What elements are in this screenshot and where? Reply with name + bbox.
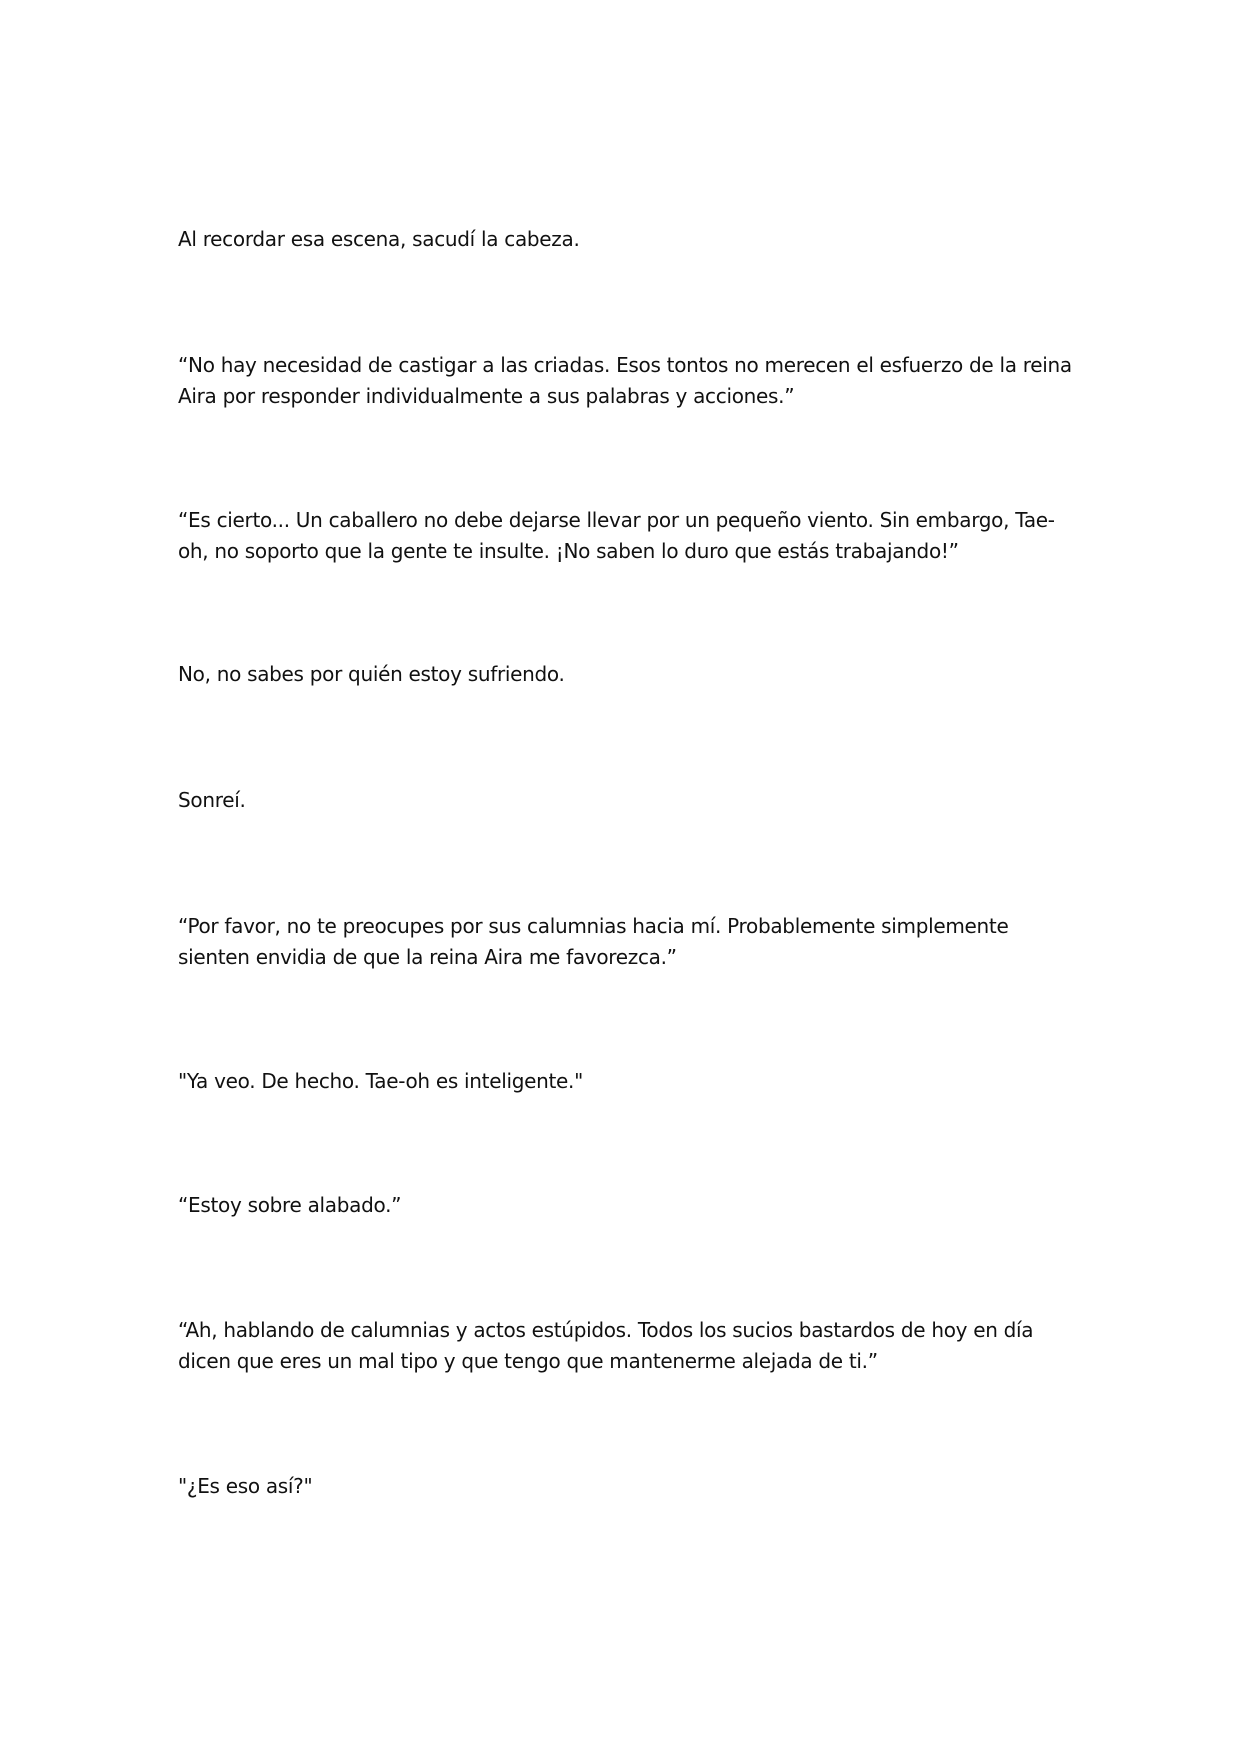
paragraph-2: “No hay necesidad de castigar a las criadas. Esos tontos no merecen el esfuerzo de la reina Aira por responder individualmente a sus palabras y acciones.”	[178, 353, 1072, 408]
paragraph-6: “Por favor, no te preocupes por sus calumnias hacia mí. Probablemente simplemente sienten envidia de que la reina Aira me favorezca.”	[178, 914, 1009, 969]
paragraph-7: "Ya veo. De hecho. Tae-oh es inteligente."	[178, 1069, 584, 1093]
paragraph-5: Sonreí.	[178, 788, 246, 812]
paragraph-9: “Ah, hablando de calumnias y actos estúpidos. Todos los sucios bastardos de hoy en día dicen que eres un mal tipo y que tengo que mantenerme alejada de ti.”	[178, 1318, 1034, 1373]
paragraph-8: “Estoy sobre alabado.”	[178, 1193, 402, 1217]
paragraph-1: Al recordar esa escena, sacudí la cabeza.	[178, 227, 580, 251]
paragraph-10: "¿Es eso así?"	[178, 1474, 313, 1498]
paragraph-4: No, no sabes por quién estoy sufriendo.	[178, 662, 565, 686]
paragraph-3: “Es cierto... Un caballero no debe dejarse llevar por un pequeño viento. Sin embargo, Tae-oh, no soporto que la gente te insulte. ¡No saben lo duro que estás trabajando!”	[178, 508, 1055, 563]
